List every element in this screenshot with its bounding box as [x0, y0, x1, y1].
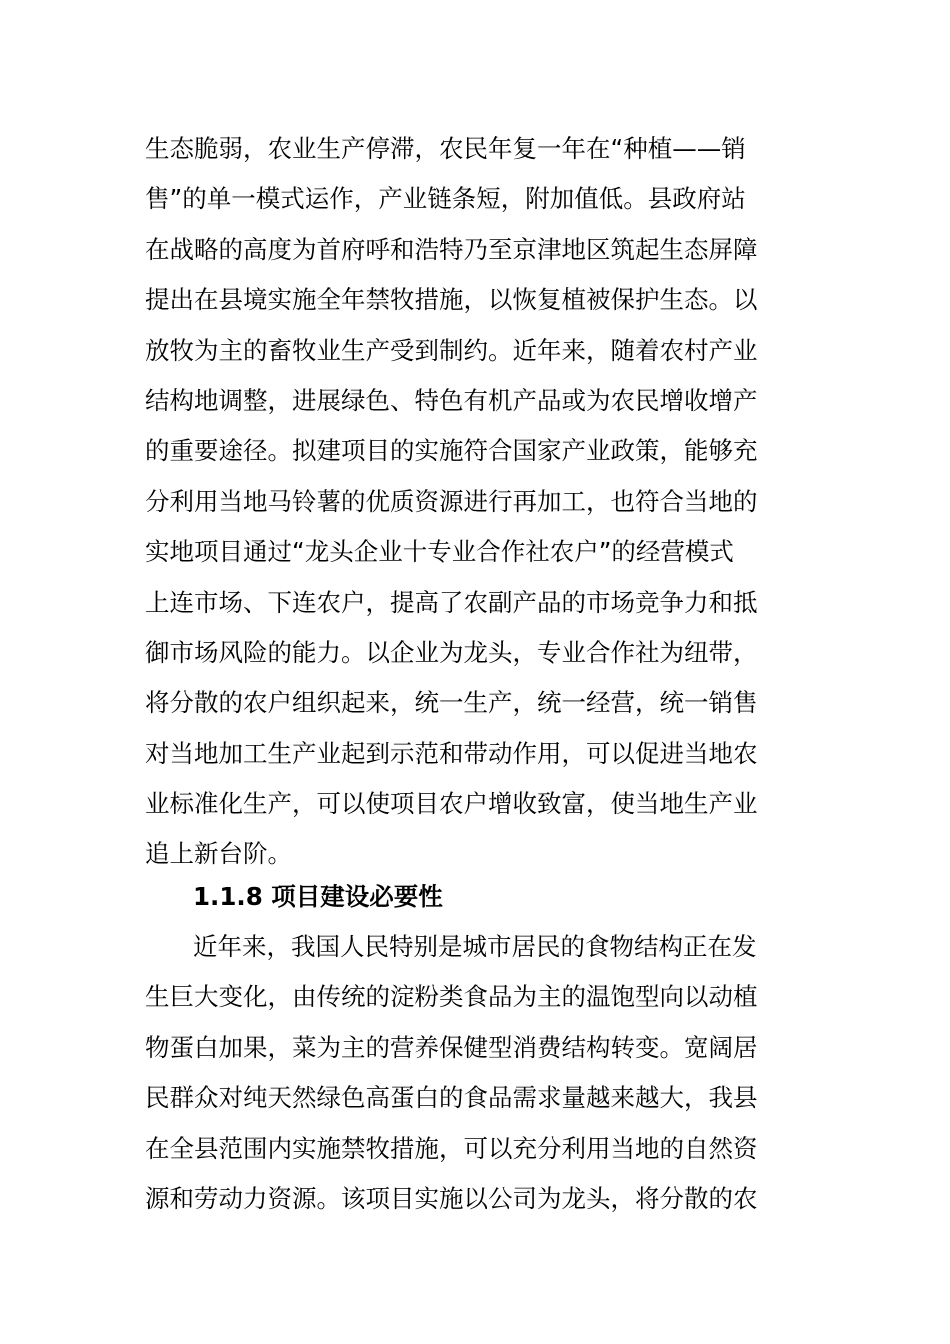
paragraph-line: 放牧为主的畜牧业生产受到制约。近年来，随着农村产业 — [145, 335, 758, 365]
paragraph-line: 生态脆弱，农业生产停滞，农民年复一年在“种植——销 — [145, 134, 746, 163]
paragraph-line: 将分散的农户组织起来，统一生产，统一经营，统一销售 — [145, 688, 758, 718]
paragraph-line: 御市场风险的能力。以企业为龙头，专业合作社为纽带， — [145, 637, 758, 667]
paragraph-line: 源和劳动力资源。该项目实施以公司为龙头，将分散的农 — [145, 1183, 758, 1213]
paragraph-line: 分利用当地马铃薯的优质资源进行再加工，也符合当地的 — [145, 486, 758, 516]
paragraph-line: 物蛋白加果，菜为主的营养保健型消费结构转变。宽阔居 — [145, 1032, 758, 1062]
paragraph-line: 上连市场、下连农户，提高了农副产品的市场竞争力和抵 — [145, 587, 758, 617]
paragraph-line: 的重要途径。拟建项目的实施符合国家产业政策，能够充 — [145, 436, 758, 466]
paragraph-line: 追上新台阶。 — [145, 839, 292, 869]
paragraph-line: 生巨大变化，由传统的淀粉类食品为主的温饱型向以动植 — [145, 982, 758, 1012]
paragraph-line: 售”的单一模式运作，产业链条短，附加值低。县政府站 — [145, 184, 746, 214]
paragraph-line: 业标准化生产，可以使项目农户增收致富，使当地生产业 — [145, 789, 758, 819]
paragraph-line: 民群众对纯天然绿色高蛋白的食品需求量越来越大，我县 — [145, 1083, 758, 1113]
section-heading: 1.1.8 项目建设必要性 — [193, 882, 443, 911]
paragraph-line: 近年来，我国人民特别是城市居民的食物结构正在发 — [193, 932, 757, 961]
paragraph-line: 提出在县境实施全年禁牧措施，以恢复植被保护生态。以 — [145, 285, 758, 315]
body-paragraph — [145, 922, 815, 1224]
paragraph-line: 实地项目通过“龙头企业十专业合作社农户”的经营模式 — [145, 537, 734, 567]
paragraph-line: 对当地加工生产业起到示范和带动作用，可以促进当地农 — [145, 738, 758, 768]
paragraph-line: 在全县范围内实施禁牧措施，可以充分利用当地的自然资 — [145, 1133, 758, 1163]
paragraph-line: 在战略的高度为首府呼和浩特乃至京津地区筑起生态屏障 — [145, 234, 758, 264]
paragraph-line: 结构地调整，进展绿色、特色有机产品或为农民增收增产 — [145, 385, 758, 415]
body-paragraph — [145, 124, 815, 880]
